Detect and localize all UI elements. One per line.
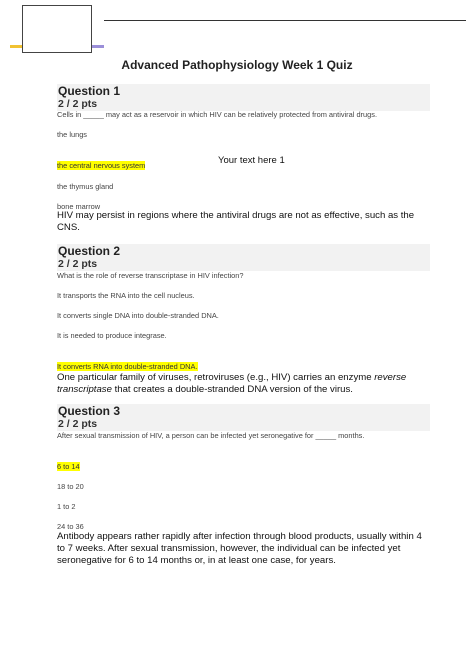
question-2-points: 2 / 2 pts xyxy=(58,258,98,270)
question-1-points: 2 / 2 pts xyxy=(58,98,98,110)
question-2-explanation: One particular family of viruses, retroviruses (e.g., HIV) carries an enzyme reverse transcriptase that creates a double-stranded DNA version of the virus. xyxy=(57,372,407,395)
question-2-header xyxy=(57,244,430,271)
question-1-option-2: the central nervous system xyxy=(57,161,146,170)
question-2-option-1: It transports the RNA into the cell nucleus. xyxy=(57,291,195,300)
question-2-title: Question 2 xyxy=(58,244,121,258)
question-1-option-3: the thymus gland xyxy=(57,182,114,191)
question-3-title: Question 3 xyxy=(58,404,121,418)
question-2-prompt: What is the role of reverse transcriptase in HIV infection? xyxy=(57,271,244,280)
question-1-option-1: the lungs xyxy=(57,130,87,139)
page-title: Advanced Pathophysiology Week 1 Quiz xyxy=(121,58,353,72)
question-3-option-3: 1 to 2 xyxy=(57,502,76,511)
question-2-option-4: It converts RNA into double-stranded DNA. xyxy=(57,362,198,371)
question-2-option-2: It converts single DNA into double-stranded DNA. xyxy=(57,311,219,320)
question-3-prompt: After sexual transmission of HIV, a person can be infected yet seronegative for _____ months. xyxy=(57,431,365,440)
question-1-explanation: HIV may persist in regions where the antiviral drugs are not as effective, such as the CNS. xyxy=(57,210,415,233)
floating-text: Your text here 1 xyxy=(218,155,285,166)
logo-accent-right xyxy=(92,45,104,48)
question-3-option-4: 24 to 36 xyxy=(57,522,84,531)
header-rule xyxy=(104,20,466,21)
question-3-points: 2 / 2 pts xyxy=(58,418,98,430)
question-1-prompt: Cells in _____ may act as a reservoir in which HIV can be relatively protected from antiviral drugs. xyxy=(57,110,377,119)
question-3-header xyxy=(57,404,430,431)
question-3-option-2: 18 to 20 xyxy=(57,482,84,491)
question-3-option-1: 6 to 14 xyxy=(57,462,80,471)
logo-placeholder xyxy=(22,5,92,53)
question-1-title: Question 1 xyxy=(58,84,121,98)
question-1-header xyxy=(57,84,430,111)
question-3-explanation: Antibody appears rather rapidly after infection through blood products, usually within 4 to 7 weeks. After sexual transmission, however, the individual can be infected yet seronegative for 6 to 14 months or, in at least one case, for years. xyxy=(57,531,422,566)
logo-accent-left xyxy=(10,45,22,48)
question-1-option-4: bone marrow xyxy=(57,202,101,211)
question-2-option-3: It is needed to produce integrase. xyxy=(57,331,167,340)
